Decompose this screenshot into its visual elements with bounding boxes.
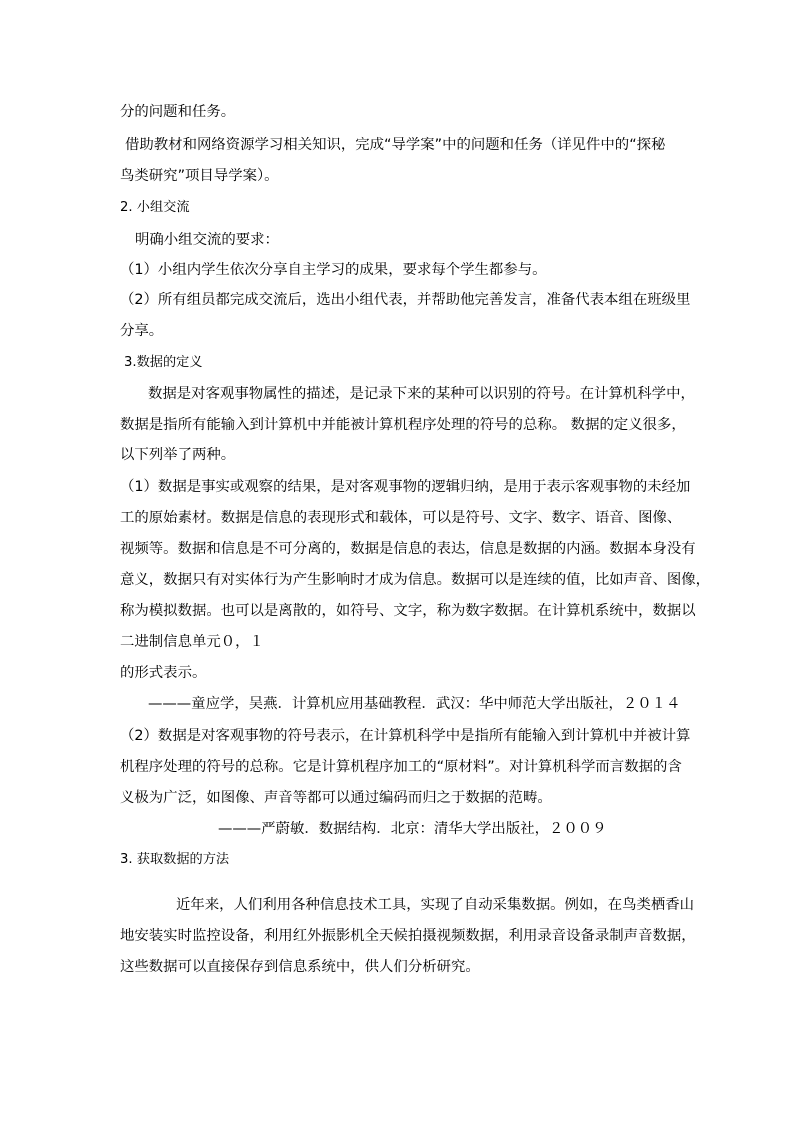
text-line: 分的问题和任务。: [120, 104, 236, 120]
text-line: 这些数据可以直接保存到信息系统中，供人们分析研究。: [120, 959, 480, 975]
text-line: 义极为广泛，如图像、声音等都可以通过编码而归之于数据的范畴。: [120, 790, 552, 806]
text-line: 借助教材和网络资源学习相关知识，完成“导学案”中的问题和任务（详见件中的“探秘: [125, 137, 666, 153]
text-line: 数据是指所有能输入到计算机中并能被计算机程序处理的符号的总称。 数据的定义很多，: [120, 417, 686, 433]
section-heading: 3. 获取数据的方法: [120, 852, 230, 867]
text-line: 数据是对客观事物属性的描述，是记录下来的某种可以识别的符号。在计算机科学中，: [148, 386, 695, 402]
section-heading: 2. 小组交流: [120, 200, 190, 215]
text-line: （2）数据是对客观事物的符号表示，在计算机科学中是指所有能输入到计算机中并被计算: [120, 728, 691, 744]
text-line: 分享。: [120, 323, 164, 339]
text-line: 意义，数据只有对实体行为产生影响时才成为信息。数据可以是连续的值，比如声音、图像，: [120, 572, 711, 588]
citation-line: ———严蔚敏．数据结构．北京：清华大学出版社，２００９: [218, 821, 607, 837]
text-line: （1）数据是事实或观察的结果，是对客观事物的逻辑归纳，是用于表示客观事物的未经加: [120, 479, 691, 495]
citation-line: ———童应学，吴燕．计算机应用基础教程．武汉：华中师范大学出版社，２０１４: [148, 696, 681, 712]
text-line: （2）所有组员都完成交流后，选出小组代表，并帮助他完善发言，准备代表本组在班级里: [120, 292, 691, 308]
text-line: 的形式表示。: [120, 665, 207, 681]
section-heading: 3.数据的定义: [124, 355, 203, 370]
text-line: 地安装实时监控设备，利用红外振影机全天候拍摄视频数据，利用录音设备录制声音数据，: [120, 928, 696, 944]
text-line: 机程序处理的符号的总称。它是计算机程序加工的“原材料”。对计算机科学而言数据的含: [120, 759, 682, 775]
text-line: （1）小组内学生依次分享自主学习的成果，要求每个学生都参与。: [120, 262, 547, 278]
text-line: 近年来，人们利用各种信息技术工具，实现了自动采集数据。例如，在鸟类栖香山: [176, 897, 695, 913]
text-line: 鸟类研究”项目导学案）。: [120, 168, 279, 184]
text-line: 以下列举了两种。: [120, 447, 236, 463]
text-line: 视频等。数据和信息是不可分离的，数据是信息的表达，信息是数据的内涵。数据本身没有: [120, 541, 696, 557]
text-line: 明确小组交流的要求：: [135, 232, 279, 248]
text-line: 二进制信息单元０，１: [120, 634, 264, 650]
text-line: 称为模拟数据。也可以是离散的，如符号、文字，称为数字数据。在计算机系统中，数据以: [120, 603, 696, 619]
text-line: 工的原始素材。数据是信息的表现形式和载体，可以是符号、文字、数字、语音、图像、: [120, 510, 682, 526]
